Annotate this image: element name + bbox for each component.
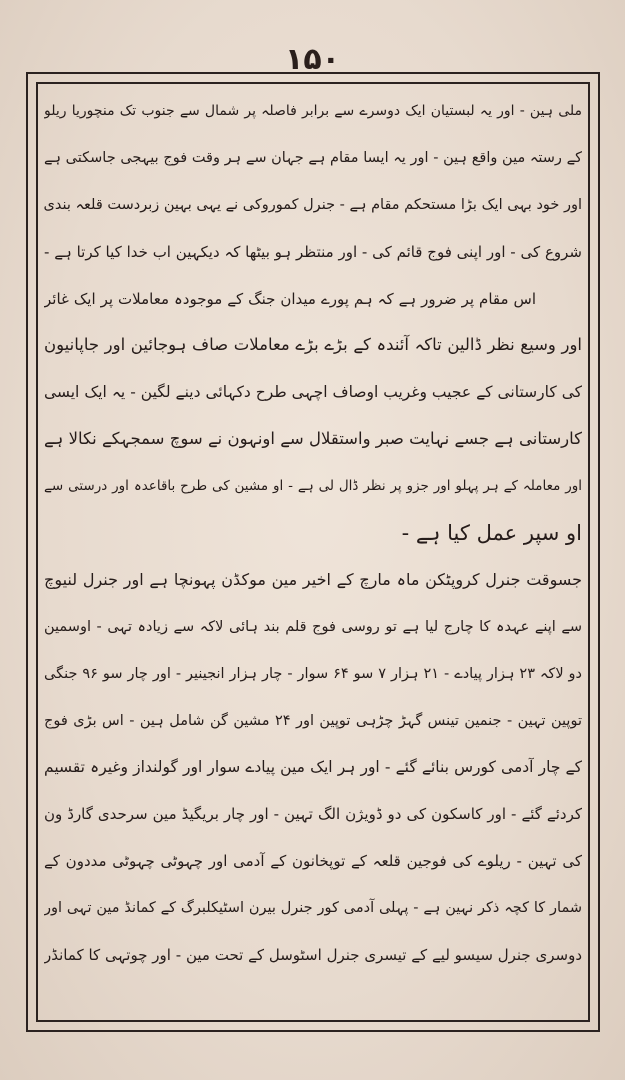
text-line: شمار کا کچہ ذکر نہین ہے - پہلی آدمی کور جنرل بیرن اسٹیکلبرگ کے کمانڈ مین تہی اور: [44, 900, 582, 917]
paragraph-start-line: اس مقام پر ضرور ہے کہ ہم پورے میدان جنگ کے موجودہ معاملات پر ایک غائر: [44, 289, 536, 308]
text-line: کی کارستانی کے عجیب وغریب اوصاف اچہی طرح دکہائی دینے لگین - یہ ایک ایسی: [44, 383, 582, 402]
text-line: دوسری جنرل سیسو لیے کے تیسری جنرل اسٹوسل کے تحت مین - اور چوتہی کا کمانڈر: [44, 946, 582, 965]
text-line: سے اپنے عہدہ کا چارج لیا ہے تو روسی فوج قلم بند ہائی لاکہ سے زیادہ تہی - اوسمین: [44, 618, 582, 635]
text-line: کارستانی ہے جسے نہایت صبر واستقلال سے اونہون نے سوچ سمجہکے نکالا ہے: [44, 429, 582, 449]
text-line: کے چار آدمی کورس بنائے گئے - اور ہر ایک مین پیادے سوار اور گولنداز وغیرہ تقسیم: [44, 758, 582, 777]
page-number: ۱۵۰: [285, 42, 340, 77]
paragraph-end-line: او سپر عمل کیا ہے -: [401, 521, 582, 546]
text-line: کردئے گئے - اور کاسکون کی دو ڈویژن الگ تہین - اور چار بریگیڈ مین سرحدی گارڈ ون: [44, 805, 582, 824]
text-line: ملی ہین - اور یہ لبستیان ایک دوسرے سے برابر فاصلہ پر شمال سے جنوب تک منچوریا ریلو: [44, 103, 582, 119]
text-line: اور وسیع نظر ڈالین تاکہ آئندہ کے بڑے بڑے معاملات صاف ہوجائین اور جاپانیون: [44, 335, 582, 355]
text-line: کے رستہ مین واقع ہین - اور یہ ایسا مقام ہے جہان سے ہر وقت فوج بیہجی جاسکتی ہے: [44, 149, 582, 166]
text-line: دو لاکہ ۲۳ ہزار پیادے - ۲۱ ہزار ۷ سو ۶۴ سوار - چار ہزار انجینیر - اور چار سو ۹۶ جنگی: [44, 665, 582, 682]
text-line: کی تہین - ریلوے کی فوجین قلعہ کے توپخانون کے آدمی اور چہوٹی چہوٹی مددون کے: [44, 852, 582, 871]
text-line: توپین تہین - جنمین تینس گہڑ چڑہی توپین اور ۲۴ مشین گن شامل ہین - اس بڑی فوج: [44, 712, 582, 729]
urdu-text-block: [44, 88, 582, 1012]
text-line: اور معاملہ کے ہر پہلو اور جزو پر نظر ڈال لی ہے - او مشین کی طرح باقاعدہ اور درستی سے: [44, 478, 582, 495]
paragraph-start-line: جسوقت جنرل کروپٹکن ماہ مارچ کے اخیر مین موکڈن پہونچا ہے اور جنرل لنیوچ: [44, 569, 582, 589]
text-line: اور خود بہی ایک بڑا مستحکم مقام ہے - جنرل کموروکی نے یہی بہین زبردست قلعہ بندی: [44, 196, 582, 213]
text-line: شروع کی - اور اپنی فوج قائم کی - اور منتظر ہو بیٹھا کہ دیکہین اب خدا کیا کرتا ہے -: [44, 242, 582, 261]
